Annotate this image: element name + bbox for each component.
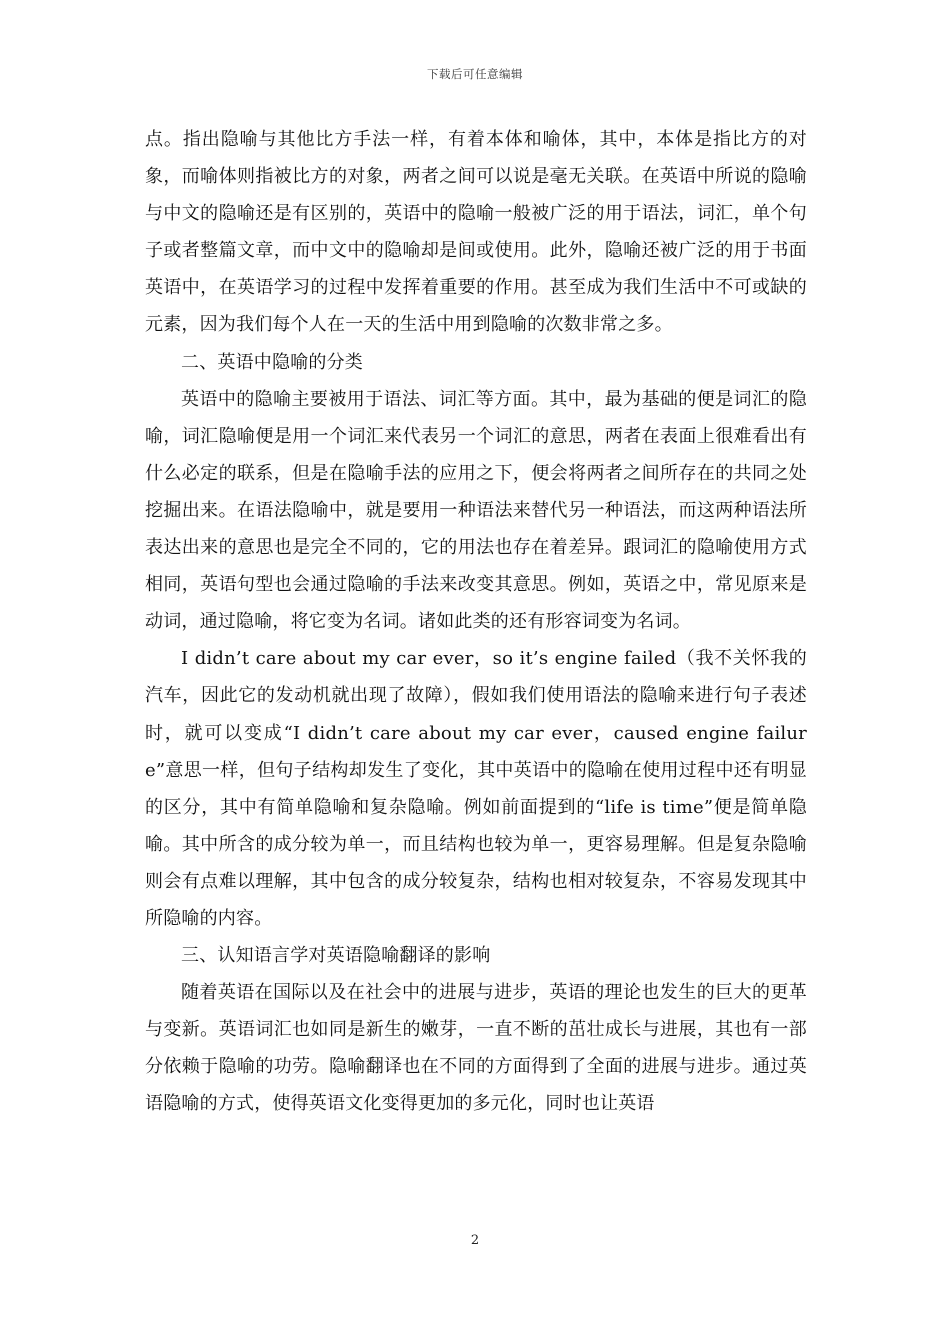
- document-body: [145, 121, 807, 1123]
- page-header: 下载后可任意编辑: [427, 67, 523, 81]
- section-heading-cognitive-linguistics: 三、认知语言学对英语隐喻翻译的影响: [181, 945, 491, 967]
- paragraph-example-sentence: I didn’t care about my car ever，so it’s engine failed（我不关怀我的汽车，因此它的发动机就出现了故障），假如我们使用语法的隐喻来进行句子表述时，就可以变成“I didn’t care about my car ever，caused engine failure”意思一样，但句子结构却发生了变化，其中英语中的隐喻在使用过程中还有明显的区分，其中有简单隐喻和复杂隐喻。例如前面提到的“life is time”便是简单隐喻。其中所含的成分较为单一，而且结构也较为单一，更容易理解。但是复杂隐喻则会有点难以理解，其中包含的成分较复杂，结构也相对较复杂，不容易发现其中所隐喻的内容。: [145, 648, 807, 929]
- section-heading-classification: 二、英语中隐喻的分类: [181, 351, 363, 373]
- paragraph-metaphor-types: 英语中的隐喻主要被用于语法、词汇等方面。其中，最为基础的便是词汇的隐喻，词汇隐喻便是用一个词汇来代表另一个词汇的意思，两者在表面上很难看出有什么必定的联系，但是在隐喻手法的应用之下，便会将两者之间所存在的共同之处挖掘出来。在语法隐喻中，就是要用一种语法来替代另一种语法，而这两种语法所表达出来的意思也是完全不同的，它的用法也存在着差异。跟词汇的隐喻使用方式相同，英语句型也会通过隐喻的手法来改变其意思。例如，英语之中，常见原来是动词，通过隐喻，将它变为名词。诸如此类的还有形容词变为名词。: [145, 388, 807, 633]
- paragraph-development: 随着英语在国际以及在社会中的进展与进步，英语的理论也发生的巨大的更革与变新。英语词汇也如同是新生的嫩芽，一直不断的茁壮成长与进展，其也有一部分依赖于隐喻的功劳。隐喻翻译也在不同的方面得到了全面的进展与进步。通过英语隐喻的方式，使得英语文化变得更加的多元化，同时也让英语: [145, 982, 807, 1115]
- paragraph-continued: 点。指出隐喻与其他比方手法一样，有着本体和喻体，其中，本体是指比方的对象，而喻体则指被比方的对象，两者之间可以说是毫无关联。在英语中所说的隐喻与中文的隐喻还是有区别的，英语中的隐喻一般被广泛的用于语法，词汇，单个句子或者整篇文章，而中文中的隐喻却是间或使用。此外，隐喻还被广泛的用于书面英语中，在英语学习的过程中发挥着重要的作用。甚至成为我们生活中不可或缺的元素，因为我们每个人在一天的生活中用到隐喻的次数非常之多。: [145, 129, 807, 336]
- page-number: 2: [470, 1233, 480, 1248]
